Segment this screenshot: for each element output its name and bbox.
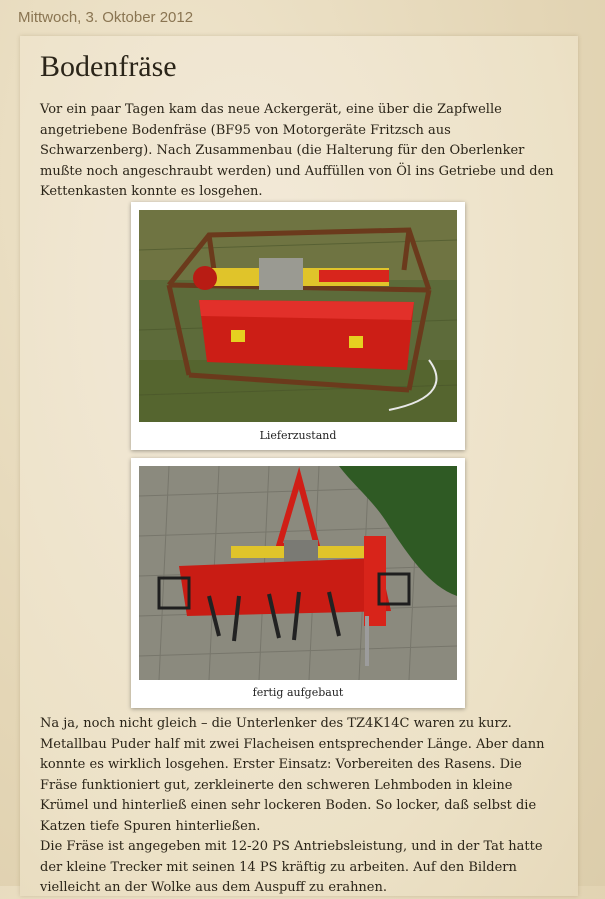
post-intro-paragraph: Vor ein paar Tagen kam das neue Ackergerät, eine über die Zapfwelle angetriebene Bodenfräse (BF95 von Motorgeräte Fritzsch aus Schwarzenberg). Nach Zusammenbau (die Halterung für den Oberlenker mußte noch angeschraubt werden) und Auffüllen von Öl ins Getriebe und den Kettenkasten konnte es losgehen. [40,102,554,199]
figure-assembled [131,458,465,708]
rotary-tiller-crated-photo[interactable] [139,210,457,422]
figure-caption: Lieferzustand [259,429,337,442]
blog-post [20,36,578,896]
post-body-text: Na ja, noch nicht gleich – die Unterlenker des TZ4K14C waren zu kurz. Metallbau Puder half mit zwei Flacheisen entsprechender Länge. Aber dann konnte es wirklich losgehen. Erster Einsatz: Vorbereiten des Rasens. Die Fräse funktioniert gut, zerkleinerte den schweren Lehmboden in kleine Krümel und hinterließ einen sehr lockeren Boden. So locker, daß selbst die Katzen tiefe Spuren hinterließen. [40,716,545,834]
post-title[interactable]: Bodenfräse [40,50,177,83]
figure-delivery-state [131,202,465,450]
post-body-text-2: Die Fräse ist angegeben mit 12-20 PS Antriebsleistung, und in der Tat hatte der kleine Trecker mit seinen 14 PS kräftig zu arbeiten. Auf den Bildern vielleicht an der Wolke aus dem Auspuff zu erahnen. [40,839,543,895]
post-body-paragraph [40,714,562,899]
post-date: Mittwoch, 3. Oktober 2012 [18,9,194,26]
rotary-tiller-assembled-photo[interactable] [139,466,457,680]
figure-caption: fertig aufgebaut [252,686,344,699]
